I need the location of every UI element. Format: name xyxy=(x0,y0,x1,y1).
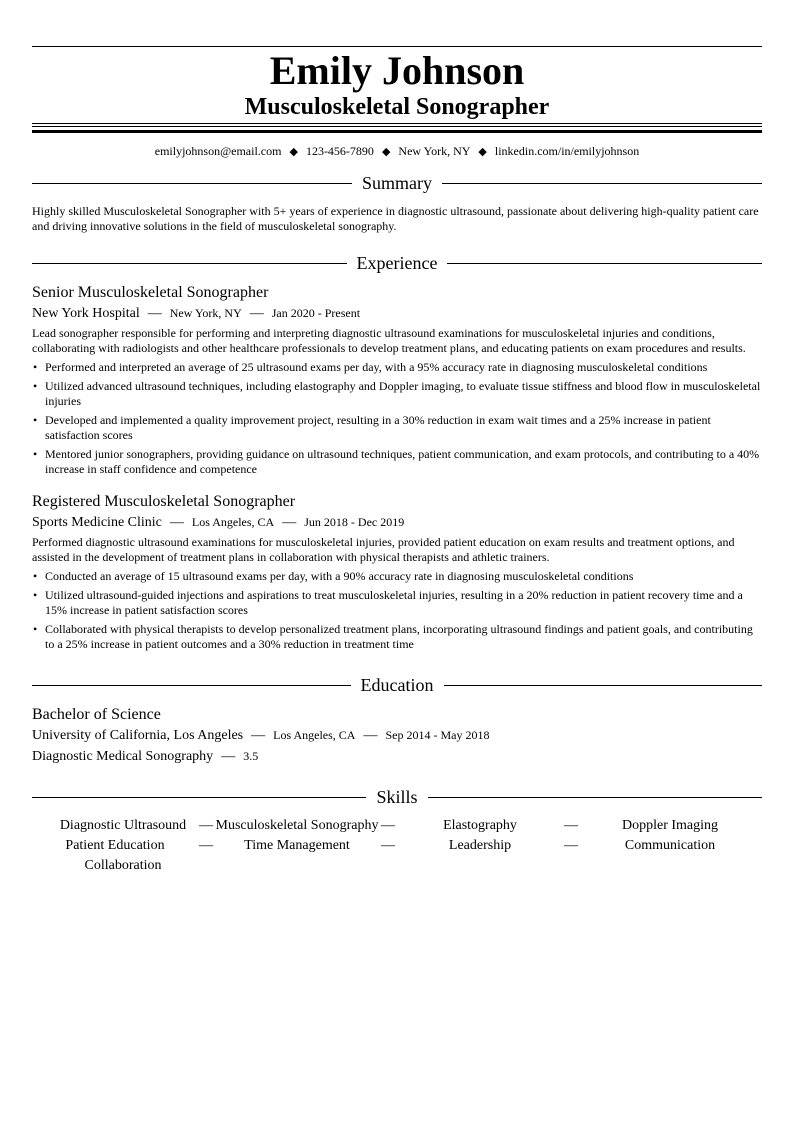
bullet-icon: • xyxy=(33,447,38,461)
summary-text: Highly skilled Musculoskeletal Sonographer with 5+ years of experience in diagnostic ultrasound, passionate about delivering high-quality patient care and driving innovative solutions in the field of musculoskeletal sonography. xyxy=(32,204,759,233)
skill-item: Doppler Imaging xyxy=(621,818,719,833)
contact-linkedin[interactable]: linkedin.com/in/emilyjohnson xyxy=(494,144,640,158)
section-rule-right xyxy=(444,685,763,686)
candidate-name: Emily Johnson xyxy=(269,48,525,93)
section-rule-left xyxy=(32,797,366,798)
education-major: Diagnostic Medical Sonography xyxy=(32,749,214,764)
list-item xyxy=(32,360,762,375)
job-description: Lead sonographer responsible for performing and interpreting diagnostic ultrasound examinations for musculoskeletal injuries and conditions, collaborating with radiologists and other healthcare professionals to develop treatment plans, and educating patients on exam procedures and results. xyxy=(32,326,746,355)
bullet-icon: • xyxy=(33,379,38,393)
education-section-heading xyxy=(32,673,762,697)
skill-item: Diagnostic Ultrasound xyxy=(59,818,187,833)
section-rule-right xyxy=(442,183,762,184)
education-meta xyxy=(32,726,489,745)
skills-row xyxy=(32,856,762,876)
dash-separator: — xyxy=(251,728,266,743)
dash-separator: — xyxy=(169,515,184,530)
job-dates: Jan 2020 - Present xyxy=(271,306,361,320)
job-bullets xyxy=(32,569,762,656)
list-item xyxy=(32,413,762,443)
list-item xyxy=(32,447,762,477)
diamond-separator-icon: ◆ xyxy=(478,146,487,158)
skill-item: Musculoskeletal Sonography xyxy=(215,818,379,833)
skill-item: Time Management xyxy=(244,838,350,853)
header-rule-thick xyxy=(32,130,762,133)
job-dates: Jun 2018 - Dec 2019 xyxy=(304,515,405,529)
job-employer: New York Hospital xyxy=(32,306,140,321)
skill-item: Elastography xyxy=(443,818,517,833)
list-item xyxy=(32,379,762,409)
bullet-text: Collaborated with physical therapists to develop personalized treatment plans, incorporating ultrasound findings and patient goals, and contributing to a 25% increase in patient outcomes and a 30% reduction in treatment time xyxy=(45,622,753,651)
skills-heading: Skills xyxy=(376,787,418,807)
job-meta xyxy=(32,304,360,323)
education-gpa: 3.5 xyxy=(243,749,259,763)
education-degree: Bachelor of Science xyxy=(32,706,161,723)
skill-item: Patient Education xyxy=(65,838,165,853)
dash-separator: — xyxy=(199,818,213,833)
summary-heading: Summary xyxy=(362,173,432,193)
bullet-icon: • xyxy=(33,588,38,602)
job-location: New York, NY xyxy=(169,306,242,320)
dash-separator: — xyxy=(249,306,264,321)
section-rule-right xyxy=(428,797,762,798)
list-item xyxy=(32,622,762,652)
dash-separator: — xyxy=(381,818,395,833)
bullet-text: Utilized ultrasound-guided injections and aspirations to treat musculoskeletal injuries, resulting in a 20% reduction in patient recovery time and a 15% increase in patient satisfaction scores xyxy=(45,588,743,617)
education-major-line xyxy=(32,747,258,766)
section-rule-left xyxy=(32,263,347,264)
bullet-icon: • xyxy=(33,360,38,374)
bullet-text: Mentored junior sonographers, providing guidance on ultrasound techniques, patient communication, and exam protocols, and contributing to a 40% increase in staff confidence and competence xyxy=(45,447,760,476)
bullet-icon: • xyxy=(33,413,38,427)
job-bullets xyxy=(32,360,762,481)
education-school: University of California, Los Angeles xyxy=(32,728,244,743)
contact-email[interactable]: emilyjohnson@email.com xyxy=(154,144,282,158)
list-item xyxy=(32,588,762,618)
job-employer: Sports Medicine Clinic xyxy=(32,515,162,530)
skill-item: Leadership xyxy=(448,838,512,853)
bullet-text: Performed and interpreted an average of 25 ultrasound exams per day, with a 95% accuracy rate in diagnosing musculoskeletal conditions xyxy=(45,360,708,374)
education-location: Los Angeles, CA xyxy=(273,728,356,742)
dash-separator: — xyxy=(381,838,395,853)
dash-separator: — xyxy=(564,838,578,853)
dash-separator: — xyxy=(564,818,578,833)
job-meta xyxy=(32,513,404,532)
diamond-separator-icon: ◆ xyxy=(381,146,391,158)
skills-section-heading xyxy=(32,785,762,809)
list-item xyxy=(32,569,762,584)
skills-grid xyxy=(32,816,762,876)
header-top-rule xyxy=(32,46,762,47)
dash-separator: — xyxy=(282,515,297,530)
bullet-text: Utilized advanced ultrasound techniques, including elastography and Doppler imaging, to evaluate tissue stiffness and blood flow in musculoskeletal injuries xyxy=(45,379,761,408)
job-description: Performed diagnostic ultrasound examinations for musculoskeletal injuries, provided patient education on exam results and treatment options, and assisted in the development of treatment plans in collaboration with physical therapists and athletic trainers. xyxy=(32,535,735,564)
contact-line xyxy=(32,143,762,160)
dash-separator: — xyxy=(363,728,378,743)
dash-separator: — xyxy=(147,306,162,321)
dash-separator: — xyxy=(199,838,213,853)
education-heading: Education xyxy=(360,675,434,695)
contact-phone[interactable]: 123-456-7890 xyxy=(305,144,374,158)
contact-location: New York, NY xyxy=(398,144,471,158)
skills-row xyxy=(32,816,762,836)
skill-item: Collaboration xyxy=(84,858,162,873)
summary-section-heading xyxy=(32,171,762,195)
job-title: Senior Musculoskeletal Sonographer xyxy=(32,284,269,301)
skill-item: Communication xyxy=(624,838,716,853)
header-rule-mid xyxy=(32,126,762,127)
bullet-icon: • xyxy=(33,569,38,583)
job-location: Los Angeles, CA xyxy=(191,515,275,529)
header-rule-thin xyxy=(32,123,762,124)
job-title: Registered Musculoskeletal Sonographer xyxy=(32,493,296,510)
section-rule-right xyxy=(447,263,762,264)
dash-separator: — xyxy=(221,749,236,764)
section-rule-left xyxy=(32,685,351,686)
diamond-separator-icon: ◆ xyxy=(289,146,298,158)
education-dates: Sep 2014 - May 2018 xyxy=(385,728,490,742)
experience-section-heading xyxy=(32,251,762,275)
candidate-role: Musculoskeletal Sonographer xyxy=(244,94,550,120)
experience-heading: Experience xyxy=(356,253,438,273)
bullet-text: Developed and implemented a quality improvement project, resulting in a 30% reduction in exam wait times and a 25% increase in patient satisfaction scores xyxy=(45,413,711,442)
section-rule-left xyxy=(32,183,352,184)
bullet-icon: • xyxy=(33,622,38,636)
skills-row xyxy=(32,836,762,856)
bullet-text: Conducted an average of 15 ultrasound exams per day, with a 90% accuracy rate in diagnosing musculoskeletal conditions xyxy=(45,569,634,583)
